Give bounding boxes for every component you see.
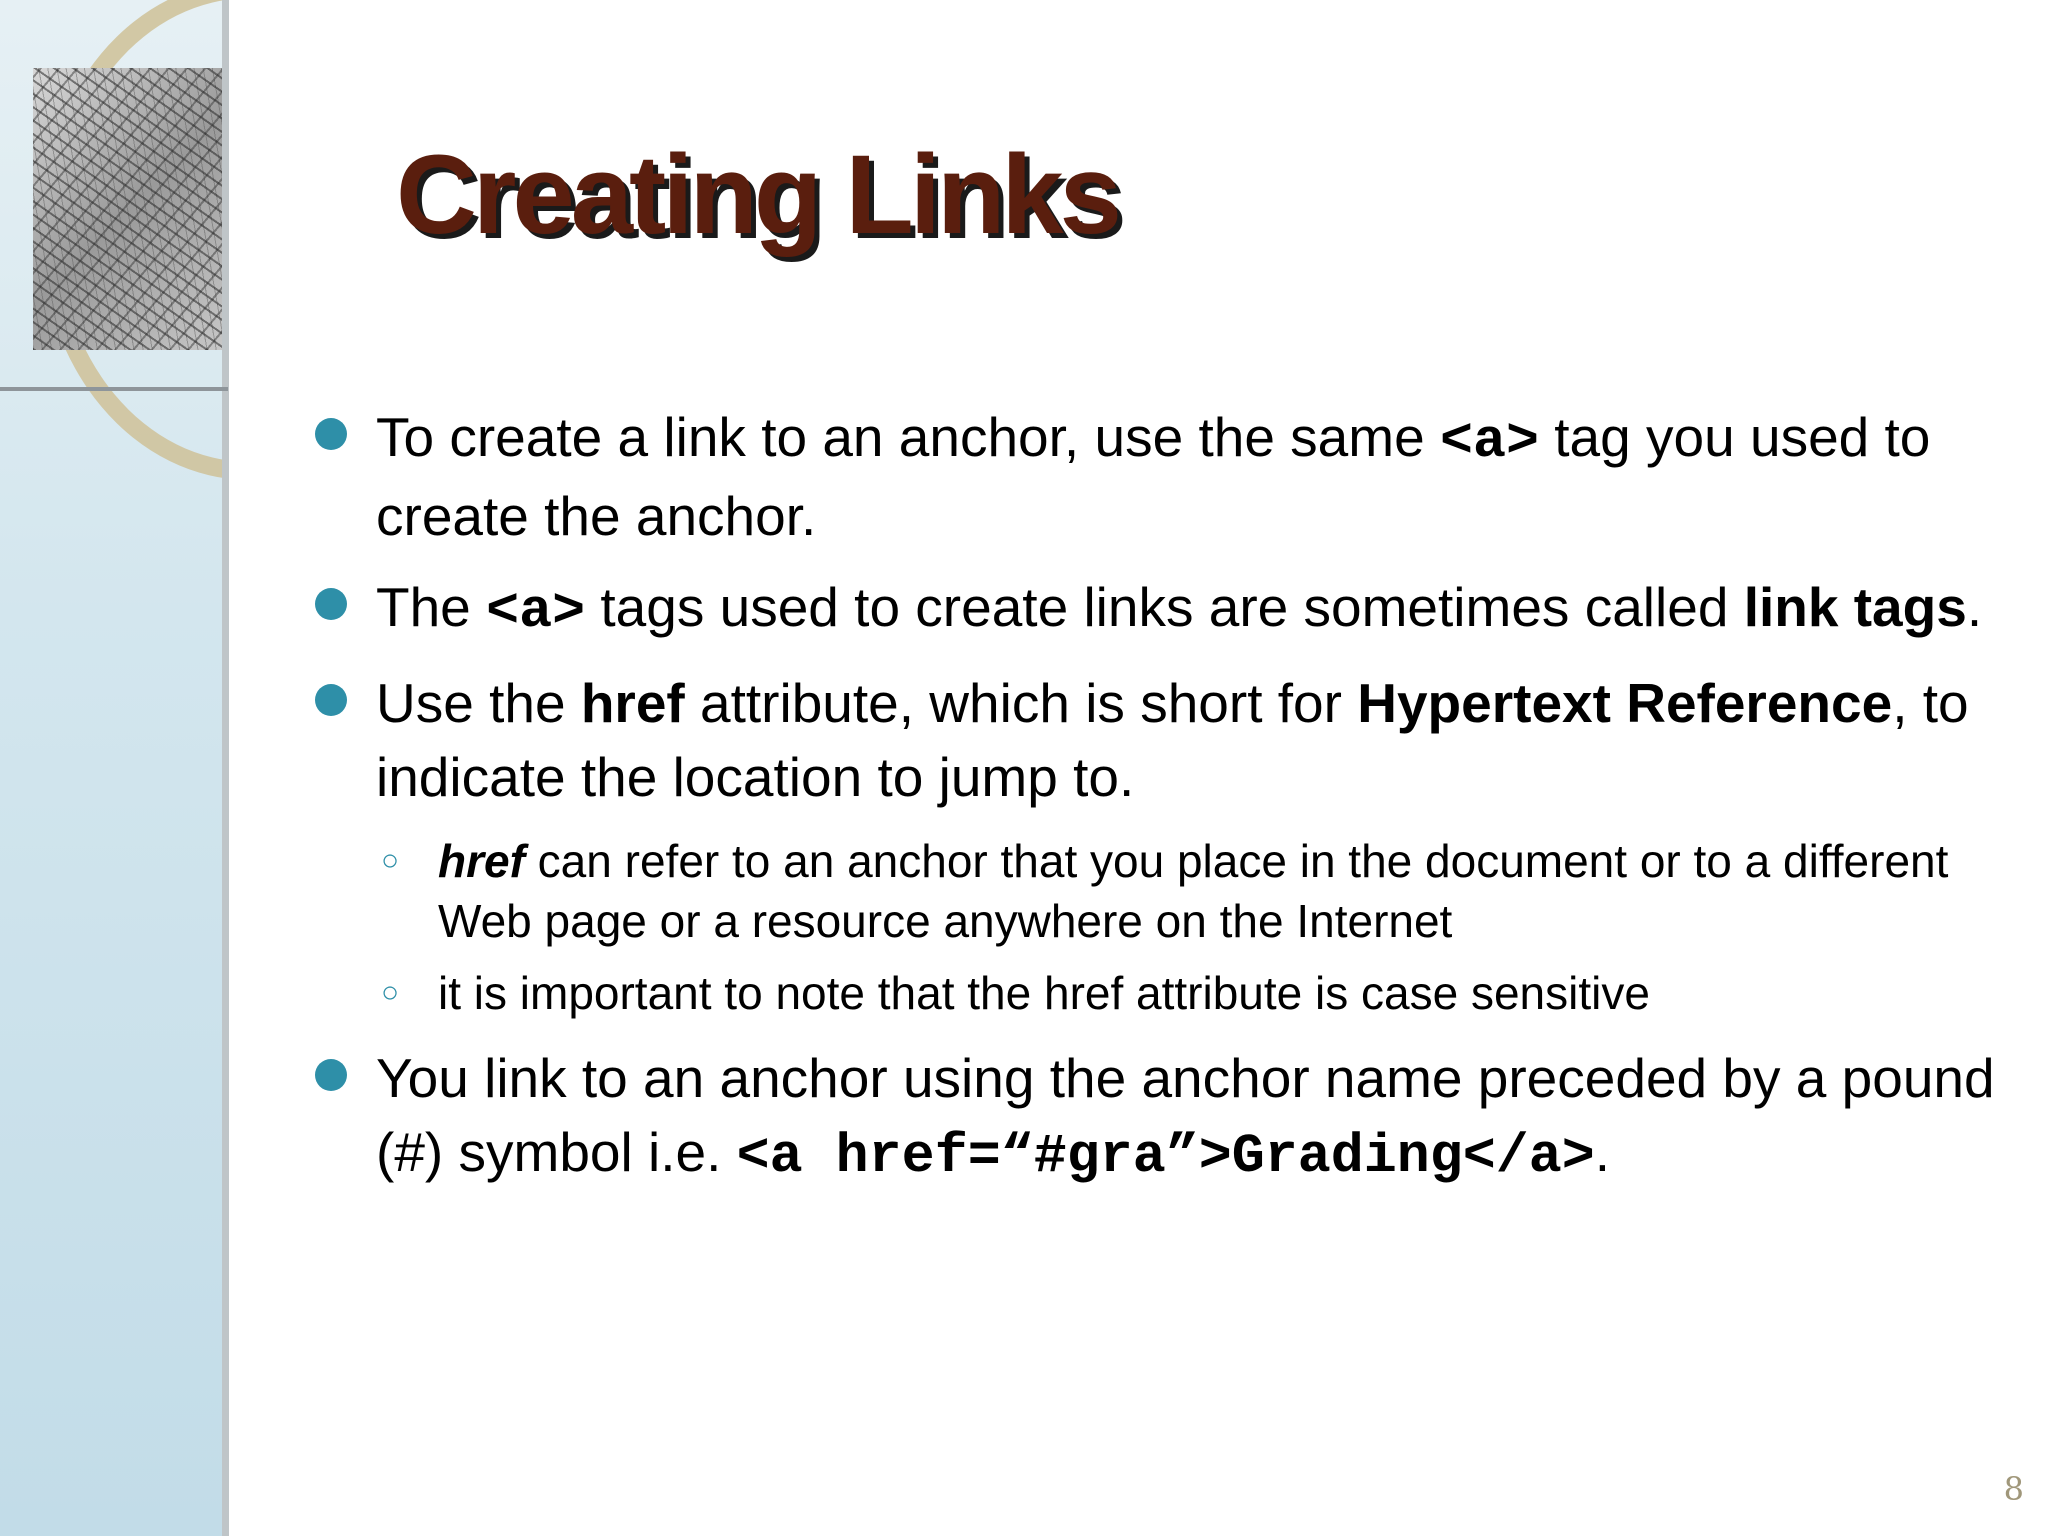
divider-line [0,387,228,391]
sub-bullet-text: it is important to note that the href attribute is case sensitive [438,967,1650,1019]
bullet-dot-icon [315,684,347,716]
bullet-text: You link to an anchor using the anchor name preceded by a pound (#) symbol i.e. [376,1047,1995,1183]
bold-italic-text: href [438,835,525,887]
bullet-text: To create a link to an anchor, use the same [376,406,1440,468]
bullet-item [313,400,2033,553]
decorative-photo [33,68,226,350]
bullet-dot-icon [315,1059,347,1091]
bullet-item [313,1041,2033,1194]
bullet-dot-icon [315,418,347,450]
slide-body [313,400,2033,1211]
bullet-text: attribute, which is short for [684,672,1358,734]
bullet-dot-icon [315,588,347,620]
bullet-text: . [1594,1121,1611,1183]
code-text: <a> [486,580,586,643]
hollow-bullet-icon: ○ [381,976,400,1009]
bullet-text: Use the [376,672,581,734]
bold-text: href [580,672,685,734]
bold-text: link tags [1743,576,1967,638]
hollow-bullet-icon: ○ [381,844,400,877]
bold-text: Hypertext Reference [1357,672,1893,734]
bullet-text: tags used to create links are sometimes called [585,576,1744,638]
bullet-item [313,570,2033,649]
bullet-text: tag you used to create the anchor. [376,406,1931,547]
bullet-item [313,666,2033,814]
page-number: 8 [2003,1470,2024,1508]
code-text: <a href=“#gra”>Grading</a> [736,1125,1595,1188]
slide-title: Creating Links [396,132,1118,257]
sub-bullet-item [376,831,2033,951]
bullet-text: , to indicate the location to jump to. [376,672,1969,808]
sidebar-edge [222,0,229,1536]
bullet-text: . [1966,576,1983,638]
sub-bullet-item [376,963,2033,1023]
bullet-text: The [376,576,487,638]
sub-bullet-text: can refer to an anchor that you place in the document or to a different Web page or a resource anywhere on the Internet [438,835,1949,947]
code-text: <a> [1439,410,1539,473]
